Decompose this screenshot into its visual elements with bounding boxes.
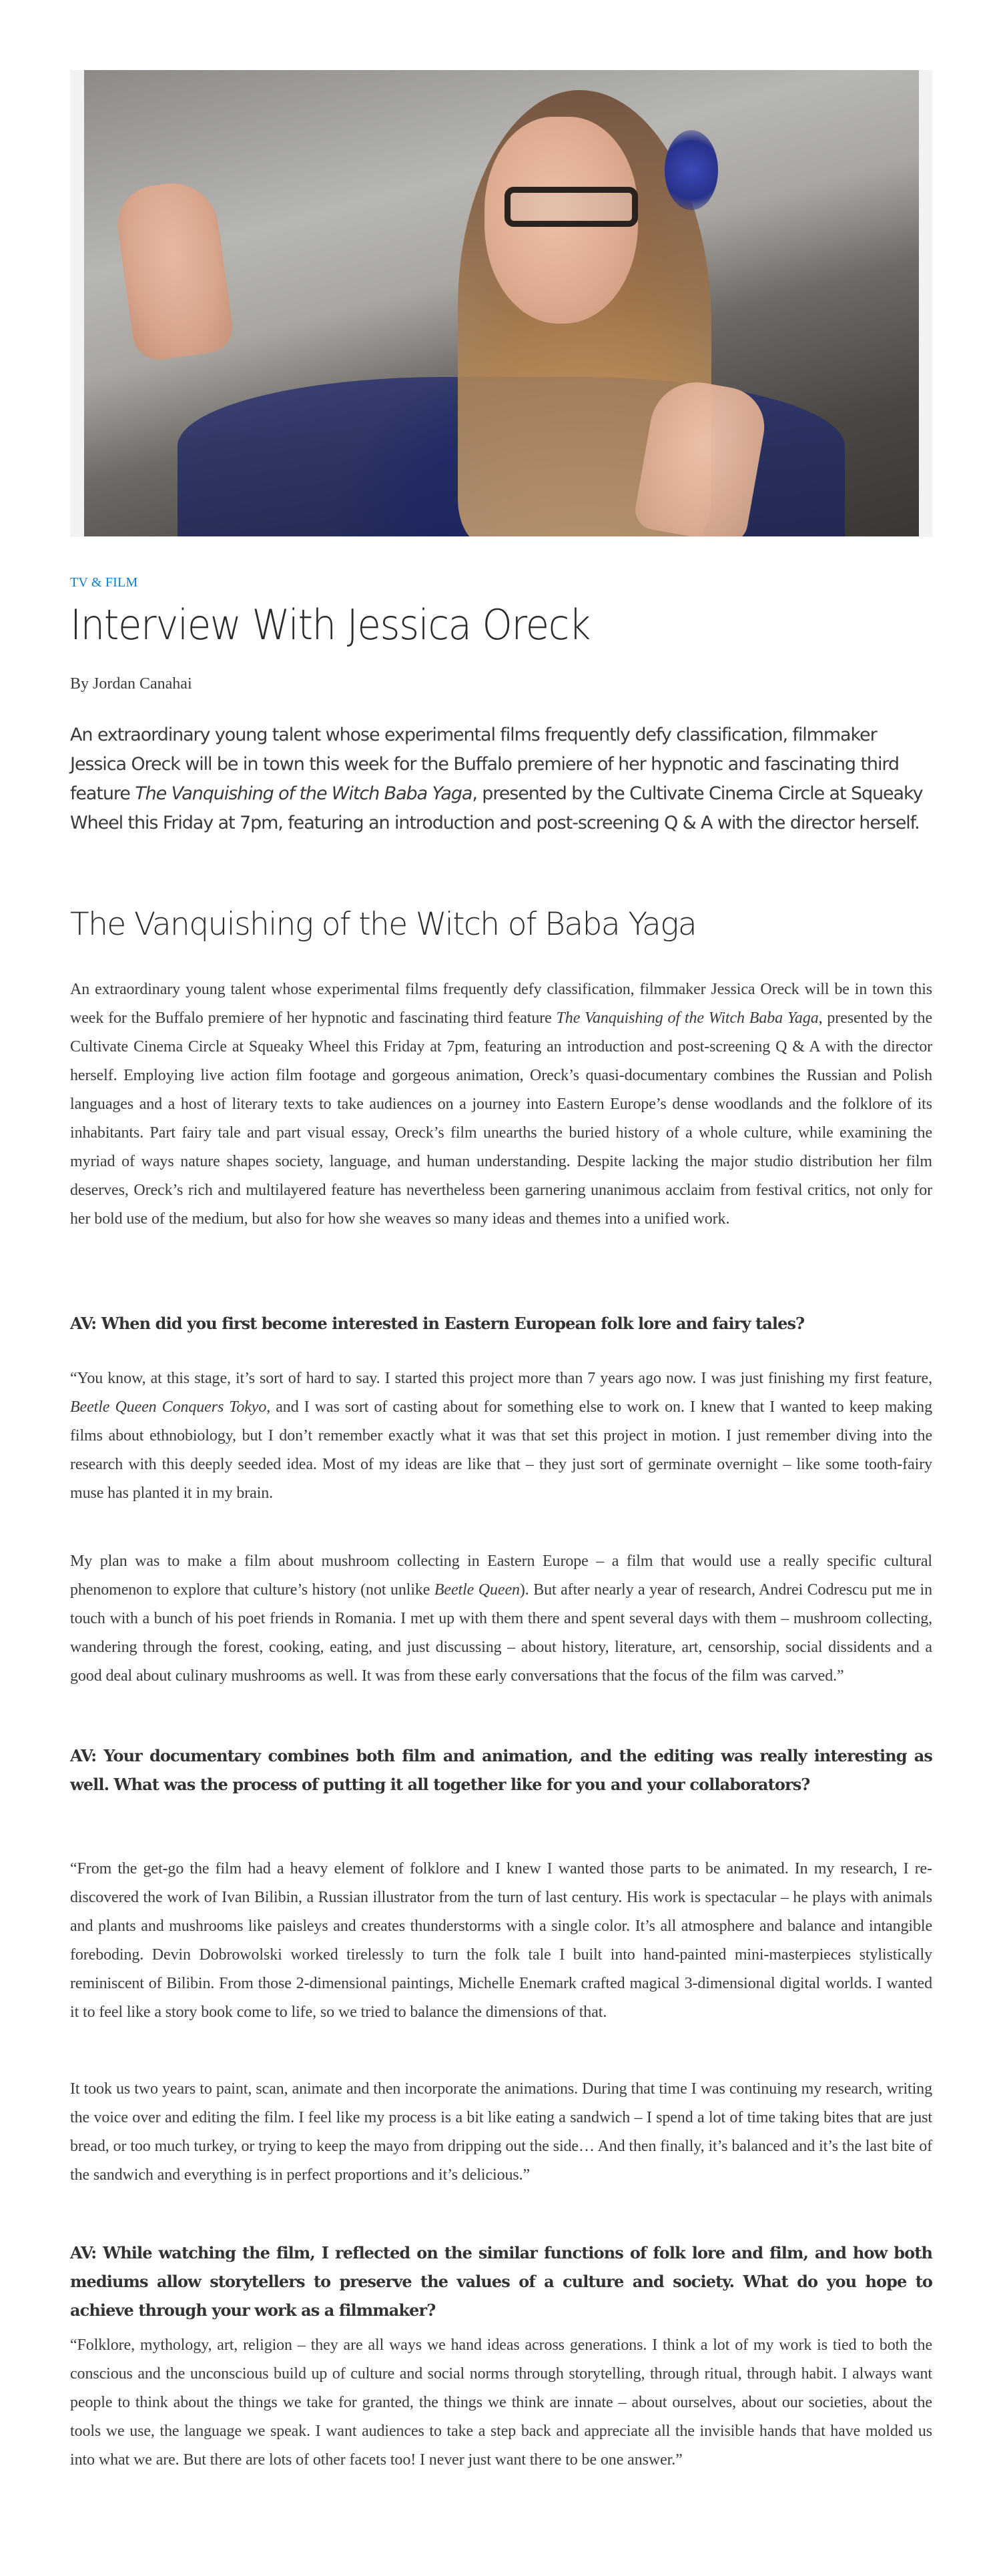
photo-hair-flower-shape [665,130,718,210]
article-paragraph: An extraordinary young talent whose experimental films frequently defy classification, filmmaker Jessica Oreck will be in town this week for the Buffalo premiere of her hypnotic and fascinating third feature The Vanquishing of the Witch Baba Yaga, presented by the Cultivate Cinema Circle at Squeaky Wheel this Friday at 7pm, featuring an introduction and post-screening Q & A with the director herself. Employing live action film footage and gorgeous animation, Oreck’s quasi-documentary combines the Russian and Polish languages and a host of literary texts to take audiences on a journey into Eastern Europe’s dense woodlands and the folklore of its inhabitants. Part fairy tale and part visual essay, Oreck’s film unearths the buried history of a whole culture, while examining the myriad of ways nature shapes society, language, and human understanding. Despite lacking the major studio distribution her film deserves, Oreck’s rich and multilayered feature has nevertheless been garnering unanimous acclaim from festival critics, not only for her bold use of the medium, but also for how she weaves so many ideas and themes into a unified work. [70,981,932,1228]
interview-answer: It took us two years to paint, scan, animate and then incorporate the animations. During that time I was continuing my research, writing the voice over and editing the film. I feel like my process is a bit like eating a sandwich – I spend a lot of time taking bites that are just bread, or too much turkey, or trying to keep the mayo from dripping out the side… And then finally, it’s balanced and it’s the last bite of the sandwich and everything is in perfect proportions and it’s delicious.” [70,2080,932,2184]
category-link[interactable]: TV & FILM [70,575,138,590]
interview-question: AV: While watching the film, I reflected on the similar functions of folk lore and film, and how both mediums allow storytellers to preserve the values of a culture and society. What do you hope to achieve through your work as a filmmaker? [70,2243,932,2320]
section-heading: The Vanquishing of the Witch of Baba Yaga [70,906,697,943]
interview-answer: “From the get-go the film had a heavy element of folklore and I knew I wanted those parts to be animated. In my research, I re-discovered the work of Ivan Bilibin, a Russian illustrator from the turn of last century. His work is spectacular – he plays with animals and plants and mushrooms like paisleys and creates thunderstorms with a single color. It’s all atmosphere and balance and intangible foreboding. Devin Dobrowolski worked tirelessly to turn the folk tale I built into hand-painted mini-masterpieces stylistically reminiscent of Bilibin. From those 2-dimensional paintings, Michelle Enemark crafted magical 3-dimensional digital worlds. I wanted it to feel like a story book come to life, so we tried to balance the dimensions of that. [70,1860,932,2021]
byline: By Jordan Canahai [70,675,192,693]
interview-answer: “Folklore, mythology, art, religion – they are all ways we hand ideas across generations. I think a lot of my work is tied to both the conscious and the unconscious build up of culture and social norms through storytelling, through ritual, through habit. I always want people to think about the things we take for granted, the things we think are innate – about ourselves, about our societies, about the tools we use, the language we speak. I want audiences to take a step back and appreciate all the invisible hands that have molded us into what we are. But there are lots of other facets too! I never just want there to be one answer.” [70,2336,932,2469]
featured-image [84,70,919,536]
featured-image-frame [70,70,932,537]
photo-left-hand-shape [113,177,236,363]
article-intro: An extraordinary young talent whose experimental films frequently defy classification, filmmaker Jessica Oreck will be in town this week for the Buffalo premiere of her hypnotic and fascinating third feature The Vanquishing of the Witch Baba Yaga, presented by the Cultivate Cinema Circle at Squeaky Wheel this Friday at 7pm, featuring an introduction and post-screening Q & A with the director herself. [70,725,923,833]
interview-answer: “You know, at this stage, it’s sort of hard to say. I started this project more than 7 years ago now. I was just finishing my first feature, Beetle Queen Conquers Tokyo, and I was sort of casting about for something else to work on. I knew that I wanted to keep making films about ethnobiology, but I don’t remember exactly what it was that set this project in motion. I just remember diving into the research with this deeply seeded idea. Most of my ideas are like that – they just sort of germinate overnight – like some tooth-fairy muse has planted it in my brain. [70,1370,932,1502]
interview-question: AV: When did you first become interested in Eastern European folk lore and fairy tales? [70,1314,805,1333]
interview-question: AV: Your documentary combines both film and animation, and the editing was really interesting as well. What was the process of putting it all together like for you and your collaborators? [70,1746,932,1794]
article-title: Interview With Jessica Oreck [70,600,590,649]
photo-glasses-shape [505,187,638,227]
interview-answer: My plan was to make a film about mushroom collecting in Eastern Europe – a film that would use a really specific cultural phenomenon to explore that culture’s history (not unlike Beetle Queen). But after nearly a year of research, Andrei Codrescu put me in touch with a bunch of his poet friends in Romania. I met up with them there and spent several days with them – mushroom collecting, wandering through the forest, cooking, eating, and just discussing – about history, literature, art, censorship, social dissidents and a good deal about culinary mushrooms as well. It was from these early conversations that the focus of the film was carved.” [70,1553,933,1685]
